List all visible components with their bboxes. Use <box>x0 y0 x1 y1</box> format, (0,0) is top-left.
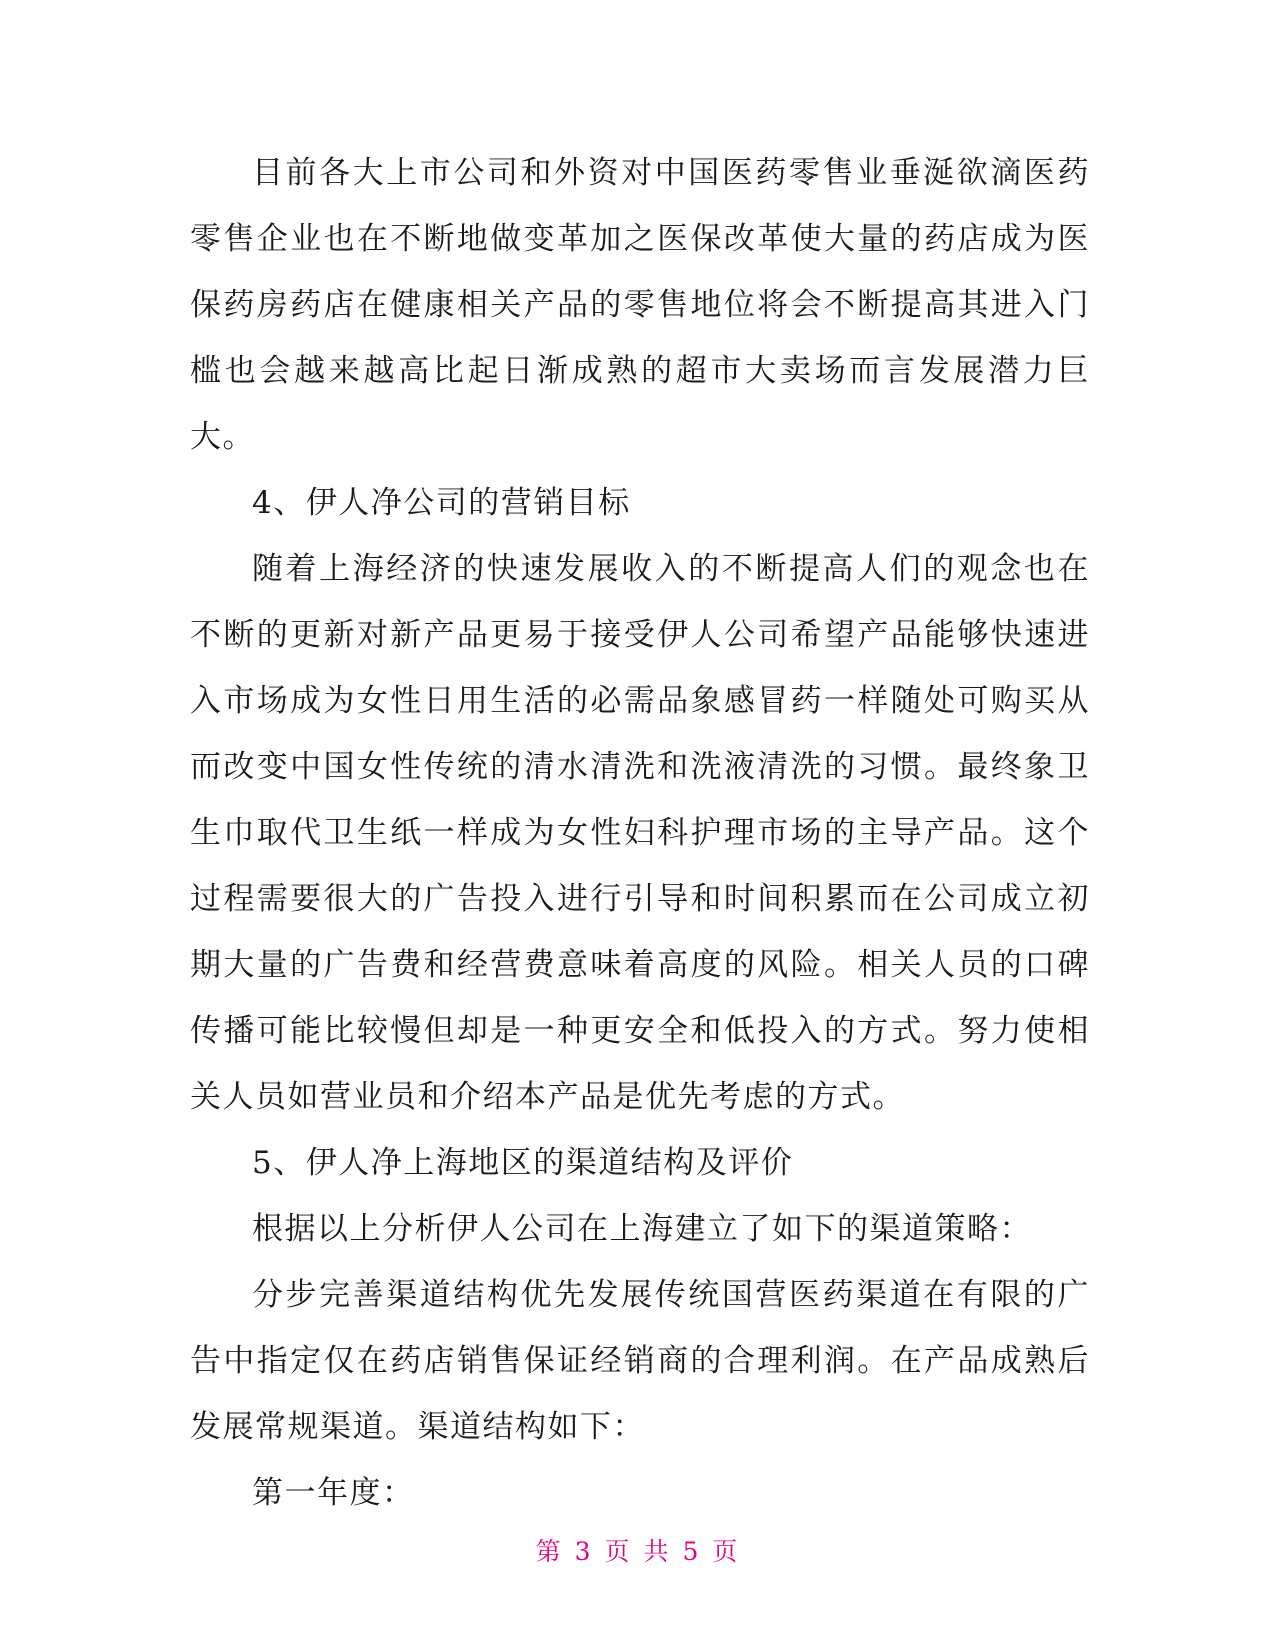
footer-current-page: 3 <box>574 1537 593 1566</box>
heading-channel-structure: 5、伊人净上海地区的渠道结构及评价 <box>252 1145 794 1181</box>
footer-total-pages: 5 <box>682 1537 701 1566</box>
footer-total-word: 共 <box>643 1537 671 1566</box>
document-body <box>190 140 1090 1526</box>
paragraph-channel-strategy-intro: 根据以上分析伊人公司在上海建立了如下的渠道策略： <box>252 1211 1032 1247</box>
page-footer <box>0 1532 1275 1568</box>
paragraph-retail-market: 目前各大上市公司和外资对中国医药零售业垂涎欲滴医药零售企业也在不断地做变革加之医保改革使大量的药店成为医保药房药店在健康相关产品的零售地位将会不断提高其进入门槛也会越来越高比起日渐成熟的超市大卖场而言发展潜力巨大。 <box>190 155 1090 455</box>
heading-marketing-goal: 4、伊人净公司的营销目标 <box>252 485 631 521</box>
footer-prefix: 第 <box>535 1537 563 1566</box>
footer-suffix: 页 <box>712 1537 740 1566</box>
paragraph-first-year: 第一年度： <box>252 1475 415 1511</box>
paragraph-marketing-goal: 随着上海经济的快速发展收入的不断提高人们的观念也在不断的更新对新产品更易于接受伊人公司希望产品能够快速进入市场成为女性日用生活的必需品象感冒药一样随处可购买从而改变中国女性传统的清水清洗和洗液清洗的习惯。最终象卫生巾取代卫生纸一样成为女性妇科护理市场的主导产品。这个过程需要很大的广告投入进行引导和时间积累而在公司成立初期大量的广告费和经营费意味着高度的风险。相关人员的口碑传播可能比较慢但却是一种更安全和低投入的方式。努力使相关人员如营业员和介绍本产品是优先考虑的方式。 <box>190 551 1090 1115</box>
paragraph-channel-strategy: 分步完善渠道结构优先发展传统国营医药渠道在有限的广告中指定仅在药店销售保证经销商的合理利润。在产品成熟后发展常规渠道。渠道结构如下： <box>190 1277 1090 1445</box>
footer-page-word: 页 <box>604 1537 632 1566</box>
